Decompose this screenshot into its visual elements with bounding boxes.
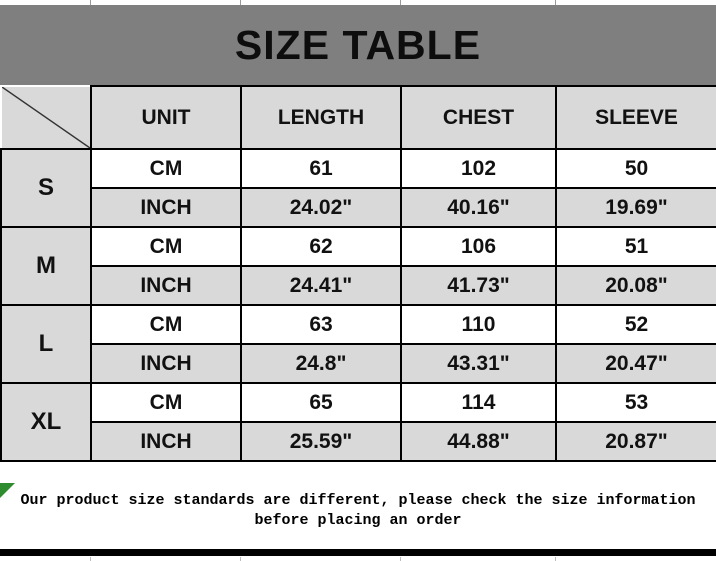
note-line-1: Our product size standards are different, please check the size information (20, 492, 696, 509)
value-cell: 63 (241, 305, 401, 344)
bottom-border-bar (0, 549, 716, 556)
unit-cell: INCH (91, 422, 241, 461)
diagonal-corner-cell (1, 86, 91, 149)
value-cell: 110 (401, 305, 556, 344)
title-bar (0, 5, 716, 85)
value-cell: 62 (241, 227, 401, 266)
table-row (1, 188, 716, 227)
value-cell: 65 (241, 383, 401, 422)
page-title: SIZE TABLE (234, 21, 482, 68)
value-cell: 20.08" (556, 266, 716, 305)
size-table (0, 85, 716, 462)
table-row (1, 266, 716, 305)
value-cell: 20.47" (556, 344, 716, 383)
value-cell: 44.88" (401, 422, 556, 461)
value-cell: 20.87" (556, 422, 716, 461)
table-row (1, 422, 716, 461)
value-cell: 106 (401, 227, 556, 266)
col-header-length: LENGTH (241, 86, 401, 149)
gridline-tick (400, 557, 401, 561)
size-label-m: M (1, 227, 91, 305)
gridline-tick (240, 557, 241, 561)
value-cell: 25.59" (241, 422, 401, 461)
unit-cell: CM (91, 149, 241, 188)
gridline-tick (555, 557, 556, 561)
table-row (1, 227, 716, 266)
note-area (0, 482, 716, 549)
value-cell: 24.41" (241, 266, 401, 305)
table-row (1, 383, 716, 422)
value-cell: 24.02" (241, 188, 401, 227)
value-cell: 24.8" (241, 344, 401, 383)
note-line-2: before placing an order (254, 512, 462, 529)
size-label-s: S (1, 149, 91, 227)
cell-corner-marker-icon (0, 483, 15, 498)
value-cell: 50 (556, 149, 716, 188)
col-header-sleeve: SLEEVE (556, 86, 716, 149)
value-cell: 41.73" (401, 266, 556, 305)
header-row (1, 86, 716, 149)
value-cell: 52 (556, 305, 716, 344)
unit-cell: CM (91, 383, 241, 422)
unit-cell: INCH (91, 188, 241, 227)
size-label-l: L (1, 305, 91, 383)
diagonal-line-icon (2, 87, 90, 148)
value-cell: 43.31" (401, 344, 556, 383)
value-cell: 61 (241, 149, 401, 188)
table-row (1, 149, 716, 188)
unit-cell: INCH (91, 266, 241, 305)
table-row (1, 305, 716, 344)
unit-cell: CM (91, 305, 241, 344)
value-cell: 40.16" (401, 188, 556, 227)
table-row (1, 344, 716, 383)
value-cell: 53 (556, 383, 716, 422)
unit-cell: CM (91, 227, 241, 266)
value-cell: 19.69" (556, 188, 716, 227)
value-cell: 114 (401, 383, 556, 422)
col-header-chest: CHEST (401, 86, 556, 149)
value-cell: 51 (556, 227, 716, 266)
unit-cell: INCH (91, 344, 241, 383)
size-label-xl: XL (1, 383, 91, 461)
col-header-unit: UNIT (91, 86, 241, 149)
gridline-tick (90, 557, 91, 561)
value-cell: 102 (401, 149, 556, 188)
